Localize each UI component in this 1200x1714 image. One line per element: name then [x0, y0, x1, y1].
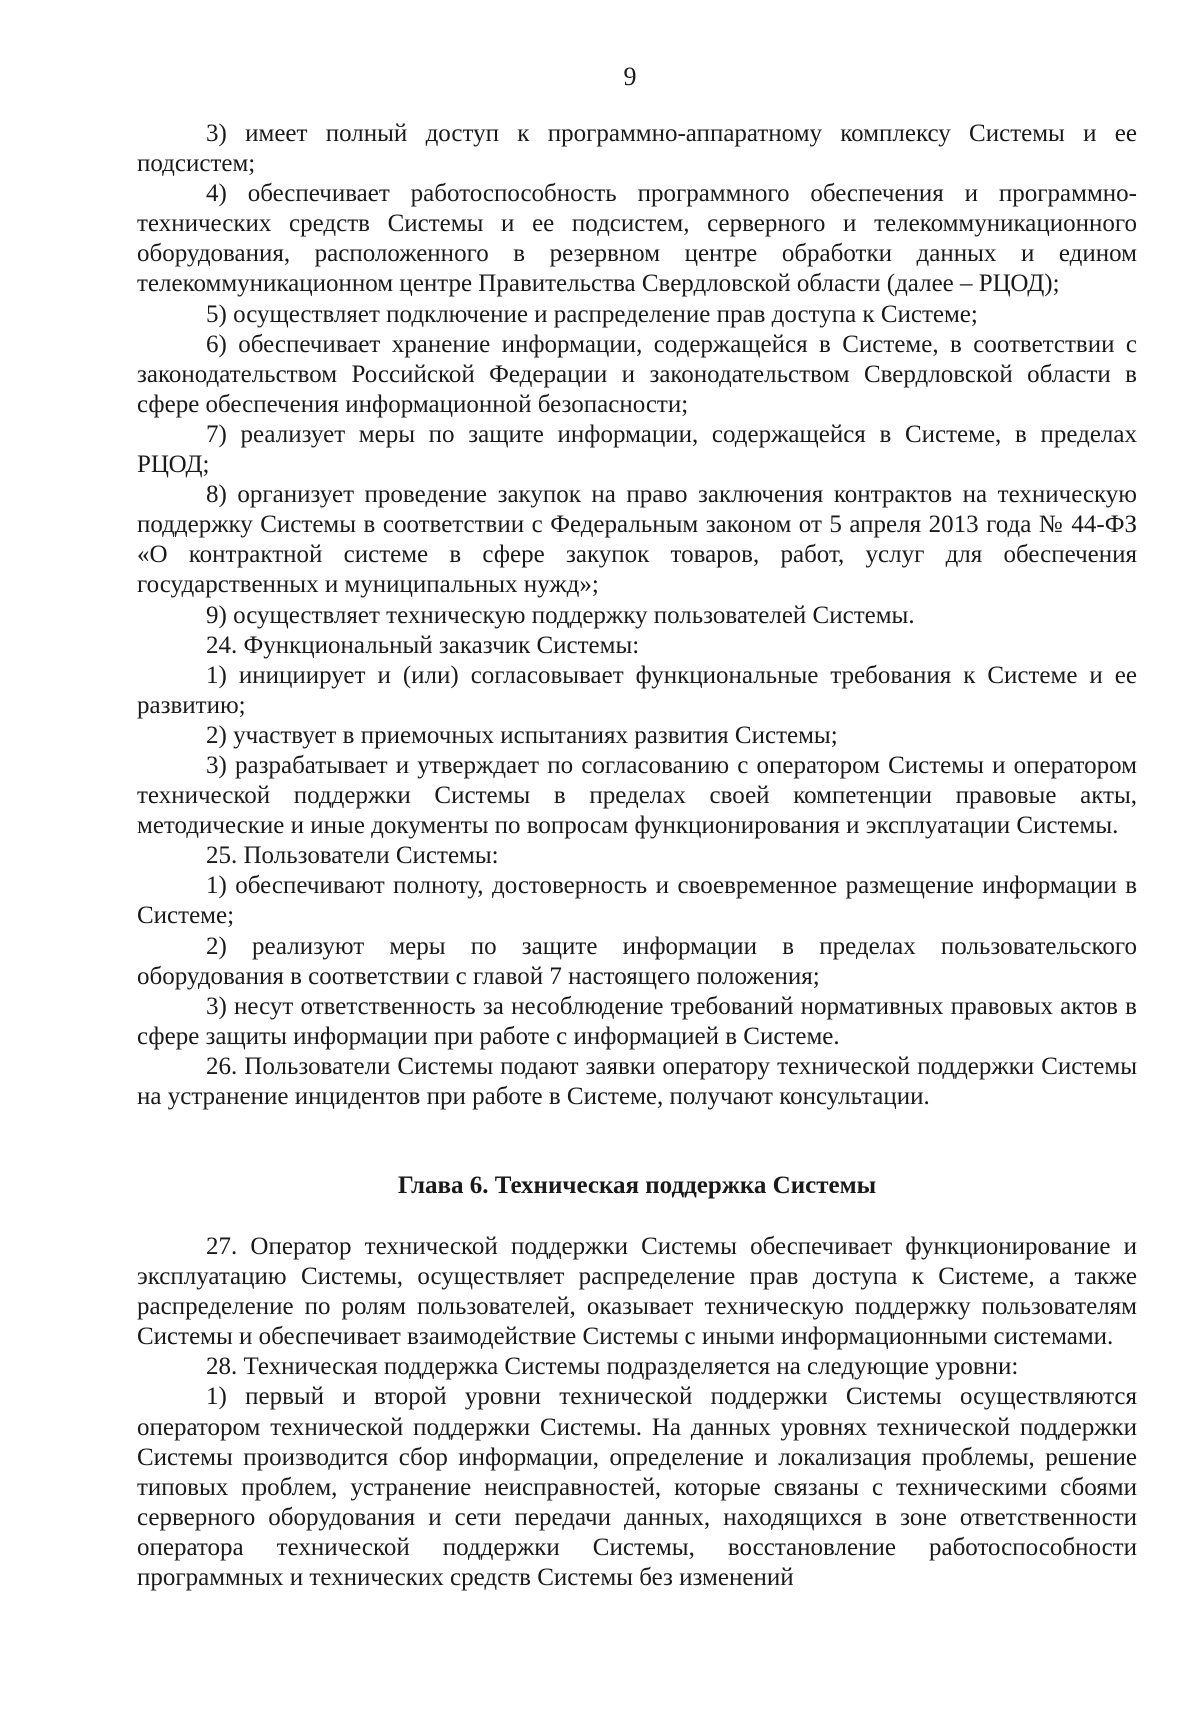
paragraph: 1) первый и второй уровни технической поддержки Системы осуществляются оператором технической поддержки Системы. На данных уровнях технической поддержки Системы производится сбор информации, определение и локализация проблемы, решение типовых проблем, устранение неисправностей, которые связаны с техническими сбоями серверного оборудования и сети передачи данных, находящихся в зоне ответственности оператора технической поддержки Системы, восстановление работоспособности программных и технических средств Системы без изменений — [137, 1383, 1137, 1592]
paragraph: 5) осуществляет подключение и распределение прав доступа к Системе; — [206, 300, 978, 328]
section-technical-support — [137, 1232, 1137, 1593]
paragraph: 28. Техническая поддержка Системы подразделяется на следующие уровни: — [206, 1353, 1019, 1381]
paragraph: 9) осуществляет техническую поддержку пользователей Системы. — [206, 601, 915, 629]
paragraph: 1) инициирует и (или) согласовывает функциональные требования к Системе и ее развитию; — [137, 661, 1137, 719]
paragraph: 27. Оператор технической поддержки Системы обеспечивает функционирование и эксплуатацию Системы, осуществляет распределение прав доступа к Системе, а также распределение по ролям пользователей, оказывает техническую поддержку пользователям Системы и обеспечивает взаимодействие Системы с иными информационными системами. — [137, 1233, 1137, 1351]
paragraph: 3) имеет полный доступ к программно-аппаратному комплексу Системы и ее подсистем; — [137, 120, 1137, 178]
paragraph: 1) обеспечивают полноту, достоверность и своевременное размещение информации в Системе; — [137, 872, 1137, 930]
paragraph: 3) несут ответственность за несоблюдение требований нормативных правовых актов в сфере защиты информации при работе с информацией в Системе. — [137, 992, 1137, 1050]
section-operator-duties — [137, 119, 1137, 1112]
page-number: 9 — [623, 62, 637, 91]
paragraph: 2) реализуют меры по защите информации в пределах пользовательского оборудования в соответствии с главой 7 настоящего положения; — [137, 932, 1137, 990]
paragraph: 6) обеспечивает хранение информации, содержащейся в Системе, в соответствии с законодательством Российской Федерации и законодательством Свердловской области в сфере обеспечения информационной безопасности; — [137, 330, 1137, 418]
paragraph: 24. Функциональный заказчик Системы: — [206, 631, 640, 659]
paragraph: 25. Пользователи Системы: — [206, 842, 499, 870]
chapter-heading: Глава 6. Техническая поддержка Системы — [397, 1172, 877, 1199]
paragraph: 7) реализует меры по защите информации, содержащейся в Системе, в пределах РЦОД; — [137, 420, 1137, 479]
paragraph: 3) разрабатывает и утверждает по согласованию с оператором Системы и оператором технической поддержки Системы в пределах своей компетенции правовые акты, методические и иные документы по вопросам функционирования и эксплуатации Системы. — [137, 751, 1137, 840]
paragraph: 26. Пользователи Системы подают заявки оператору технической поддержки Системы на устранение инцидентов при работе в Системе, получают консультации. — [137, 1052, 1137, 1110]
paragraph: 4) обеспечивает работоспособность программного обеспечения и программно-технических средств Системы и ее подсистем, серверного и телекоммуникационного оборудования, расположенного в резервном центре обработки данных и едином телекоммуникационном центре Правительства Свердловской области (далее – РЦОД); — [137, 180, 1137, 298]
paragraph: 8) организует проведение закупок на право заключения контрактов на техническую поддержку Системы в соответствии с Федеральным законом от 5 апреля 2013 года № 44-ФЗ «О контрактной системе в сфере закупок товаров, работ, услуг для обеспечения государственных и муниципальных нужд»; — [137, 481, 1137, 599]
paragraph: 2) участвует в приемочных испытаниях развития Системы; — [206, 721, 838, 749]
